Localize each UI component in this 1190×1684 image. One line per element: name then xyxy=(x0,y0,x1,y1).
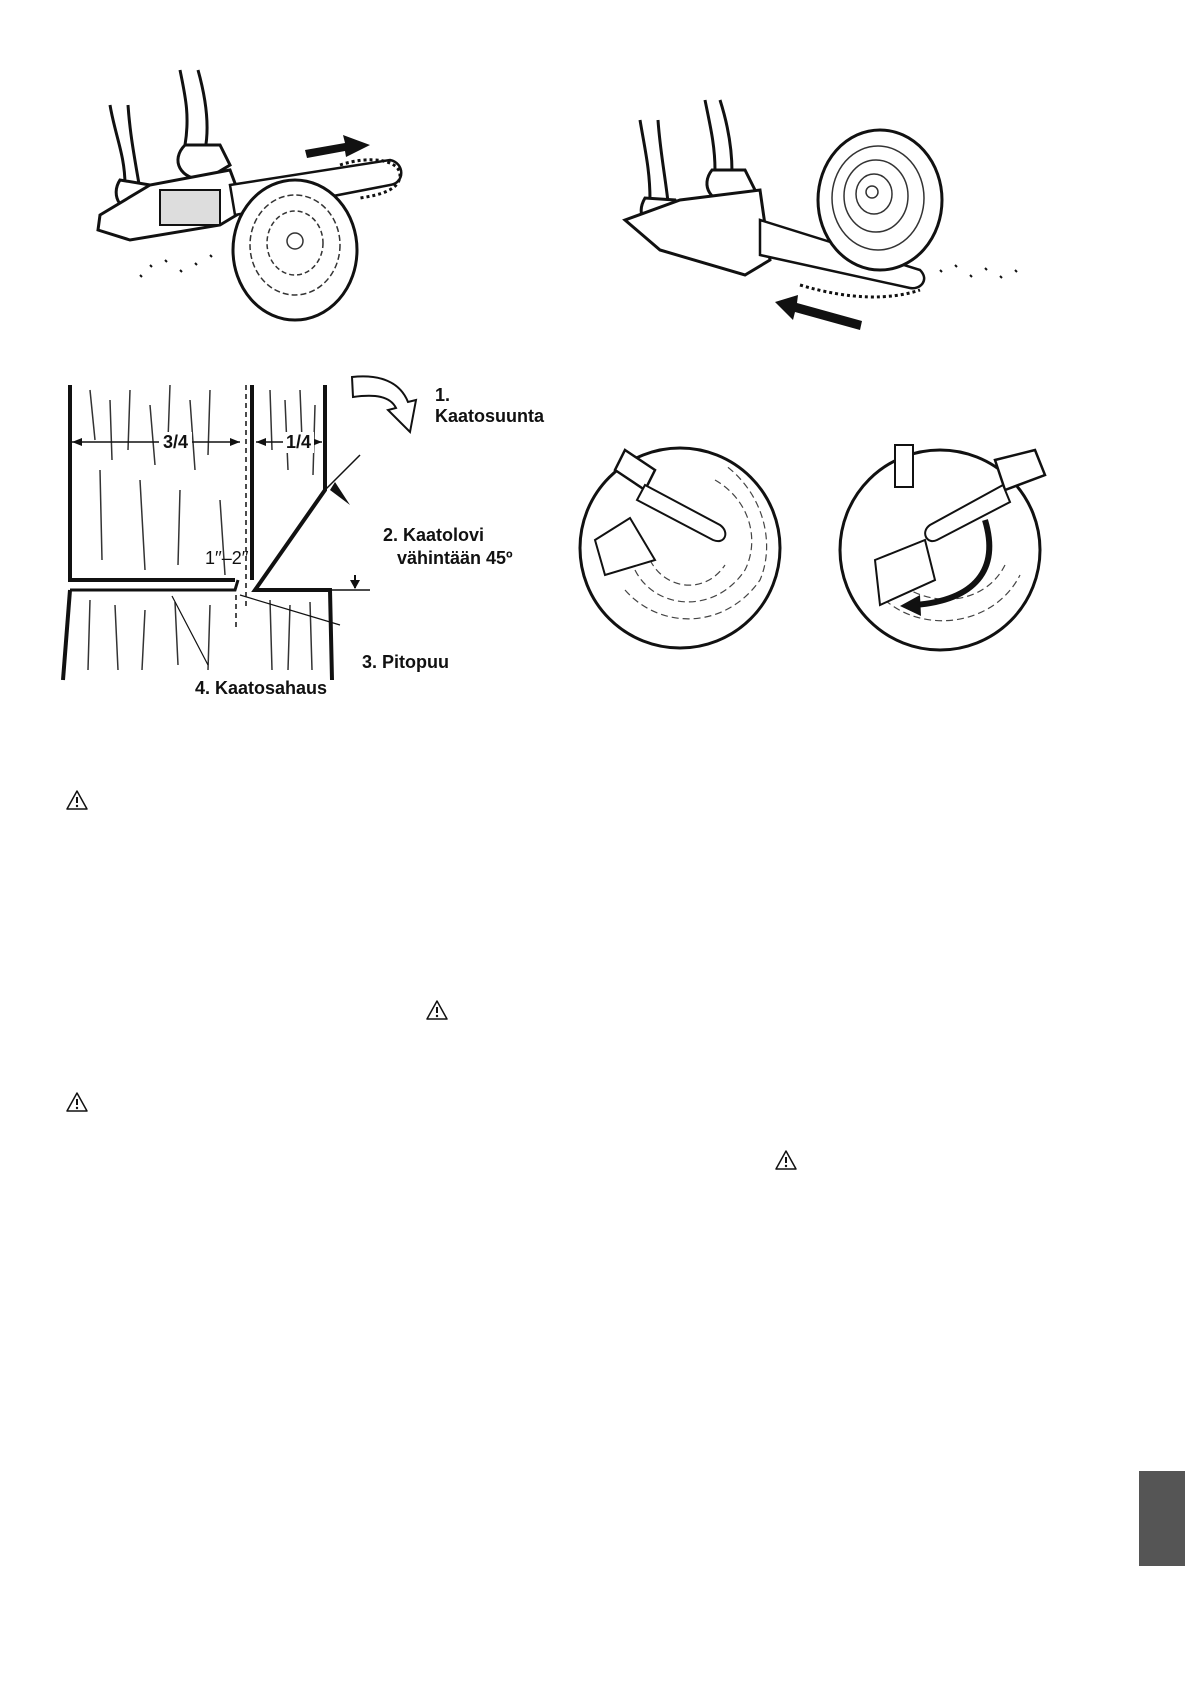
illustration-cross-section-right xyxy=(835,440,1065,655)
label-fraction-left: 3/4 xyxy=(159,432,192,453)
illustration-log-cut-bottom xyxy=(620,90,1050,340)
felling-direction-arrow xyxy=(350,372,430,437)
label-felling-notch: 2. Kaatolovi xyxy=(383,525,485,545)
label-fraction-right: 1/4 xyxy=(283,432,314,453)
label-1-number: 1. xyxy=(435,385,451,405)
label-gap: 1′′–2′′ xyxy=(205,548,249,568)
illustration-cross-section-left xyxy=(575,440,785,650)
illustration-log-cut-top xyxy=(70,65,430,350)
warning-triangle-icon xyxy=(426,1000,448,1020)
label-hinge-wood: 3. Pitopuu xyxy=(362,652,449,672)
label-felling-cut: 4. Kaatosahaus xyxy=(195,678,328,698)
warning-triangle-icon xyxy=(66,1092,88,1112)
section-tab-marker xyxy=(1139,1471,1185,1566)
felling-notch-diagram xyxy=(60,380,400,680)
warning-triangle-icon xyxy=(66,790,88,810)
warning-triangle-icon xyxy=(775,1150,797,1170)
label-notch-angle: vähintään 45º xyxy=(397,548,513,568)
label-felling-direction: Kaatosuunta xyxy=(435,406,545,426)
